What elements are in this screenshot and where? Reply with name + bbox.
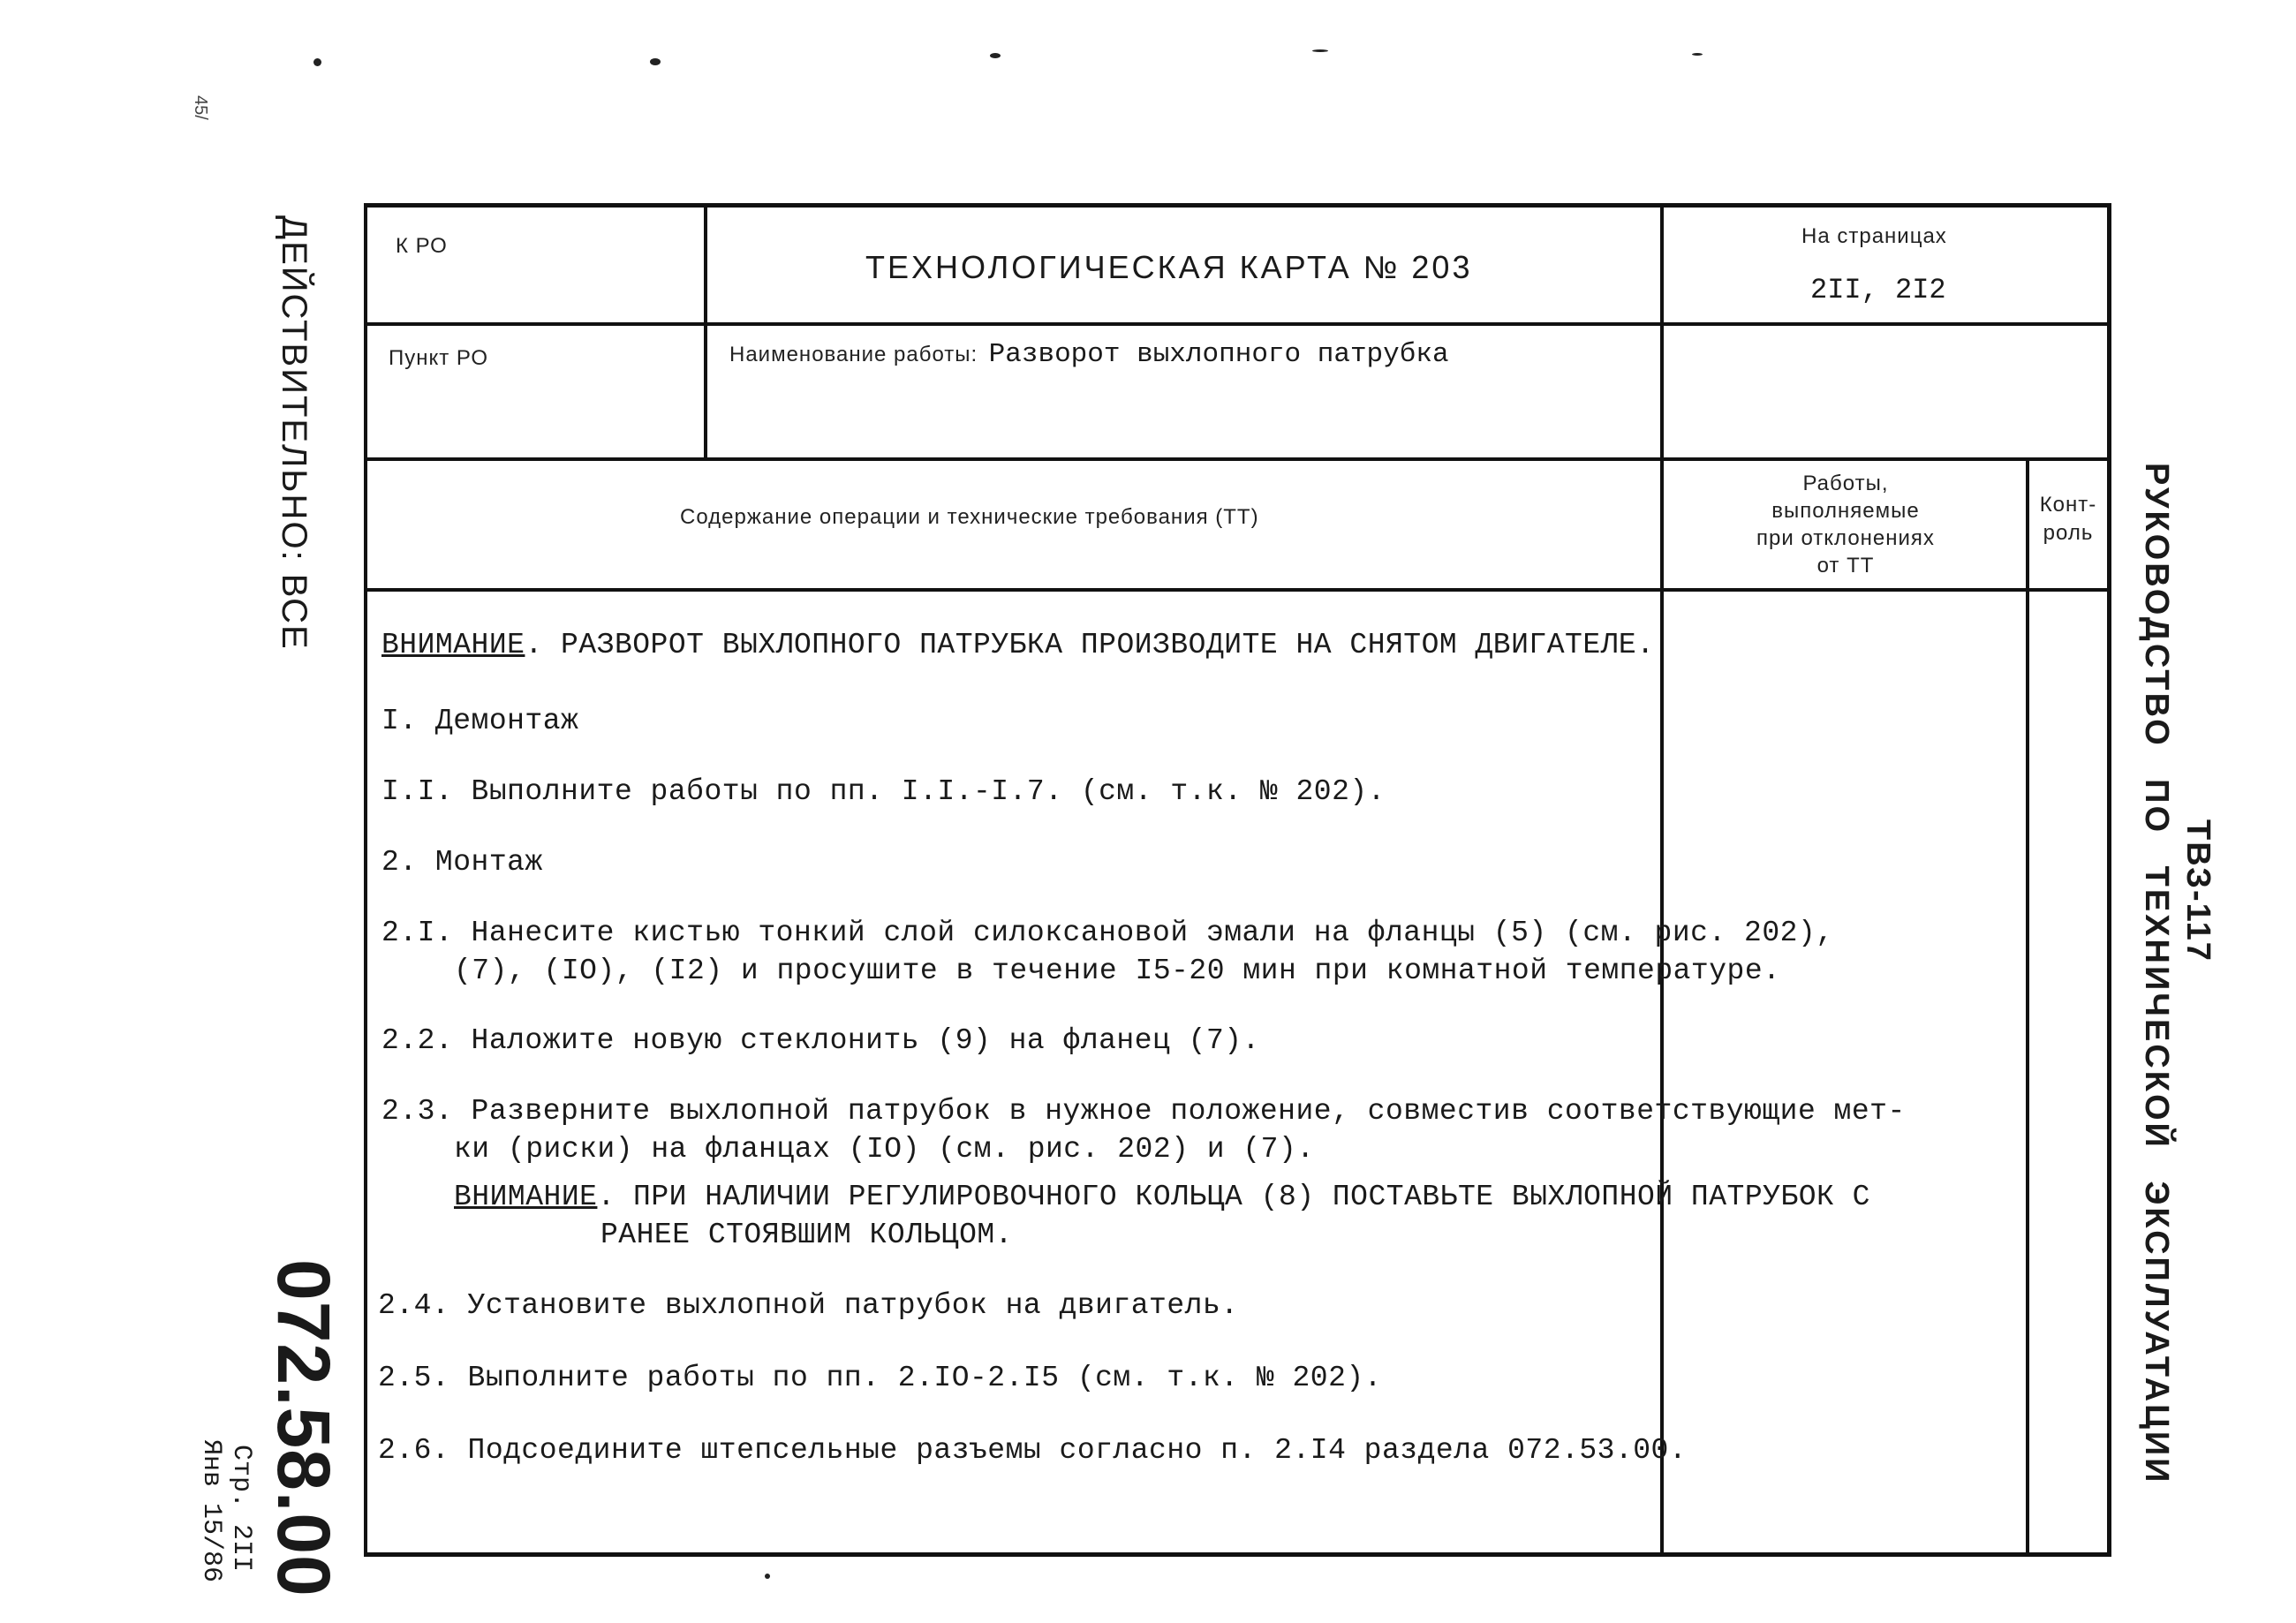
validity-note: ДЕЙСТВИТЕЛЬНО: ВСЕ [275,215,313,651]
deviations-header-line: выполняемые [1771,499,1920,523]
step-2-3-warning-label: ВНИМАНИЕ [454,1181,598,1213]
k-ro-label: К РО [396,234,448,258]
step-2-3-line-2: ки (риски) на фланцах (IO) (см. рис. 202) и (7). [454,1133,1315,1166]
work-name [729,339,1449,370]
step-2-5: 2.5. Выполните работы по пп. 2.IO-2.I5 (см. т.к. № 202). [378,1362,1382,1394]
section-disassembly: I. Демонтаж [381,705,579,737]
page-number: Стр. 2II [226,1445,256,1573]
scan-speck [1692,53,1703,56]
step-2-1-line-1: 2.I. Нанесите кистью тонкий слой силоксановой эмали на фланцы (5) (см. рис. 202), [381,917,1834,949]
warning-text: . РАЗВОРОТ ВЫХЛОПНОГО ПАТРУБКА ПРОИЗВОДИТЕ НА СНЯТОМ ДВИГАТЕЛЕ. [525,629,1655,661]
punkt-ro-label: Пункт РО [389,346,489,370]
warning-label: ВНИМАНИЕ [381,629,525,661]
manual-title: РУКОВОДСТВО ПО ТЕХНИЧЕСКОЙ ЭКСПЛУАТАЦИИ [2138,463,2175,1485]
pages-label: На страницах [1801,224,1947,248]
document-number: 072.58.00 [262,1259,345,1597]
scan-speck [765,1574,770,1579]
step-2-2: 2.2. Наложите новую стеклонить (9) на фланец (7). [381,1024,1260,1057]
revision-date: Янв 15/86 [196,1439,226,1583]
engine-model: ТВЗ-117 [2179,819,2217,962]
work-name-value: Разворот выхлопного патрубка [988,339,1449,370]
deviations-column-header [1678,470,2013,579]
step-2-4: 2.4. Установите выхлопной патрубок на двигатель. [378,1289,1239,1322]
corner-mark: 45/ [191,95,210,120]
scan-speck [313,58,321,66]
warning-note [381,629,1655,661]
step-2-3-warning-line-2: РАНЕЕ СТОЯВШИМ КОЛЬЦОМ. [600,1219,1013,1251]
control-header-line: роль [2043,521,2094,545]
step-2-3-line-1: 2.3. Разверните выхлопной патрубок в нужное положение, совместив соответствующие мет- [381,1095,1906,1128]
section-assembly: 2. Монтаж [381,846,543,879]
content-column-header: Содержание операции и технические требования (ТТ) [680,505,1259,529]
step-2-6: 2.6. Подсоедините штепсельные разъемы согласно п. 2.I4 раздела 072.53.00. [378,1434,1688,1467]
step-1-1: I.I. Выполните работы по пп. I.I.-I.7. (см. т.к. № 202). [381,775,1386,808]
card-title: ТЕХНОЛОГИЧЕСКАЯ КАРТА № 203 [865,249,1473,285]
step-2-3-warning-line-1 [454,1181,1870,1213]
control-column-header [2029,491,2107,547]
pages-value: 2II, 2I2 [1810,274,1946,306]
work-name-label: Наименование работы: [729,343,978,366]
step-2-1-line-2: (7), (IO), (I2) и просушите в течение I5-20 мин при комнатной температуре. [454,955,1781,987]
scan-speck [990,53,1001,58]
deviations-header-line: от ТТ [1816,554,1875,577]
deviations-header-line: при отклонениях [1756,526,1935,550]
scan-speck [1312,49,1328,52]
control-header-line: Конт- [2039,493,2097,517]
scan-speck [650,58,661,65]
step-2-3-warning-text: . ПРИ НАЛИЧИИ РЕГУЛИРОВОЧНОГО КОЛЬЦА (8) ПОСТАВЬТЕ ВЫХЛОПНОЙ ПАТРУБОК С [597,1181,1870,1213]
deviations-header-line: Работы, [1802,472,1889,495]
